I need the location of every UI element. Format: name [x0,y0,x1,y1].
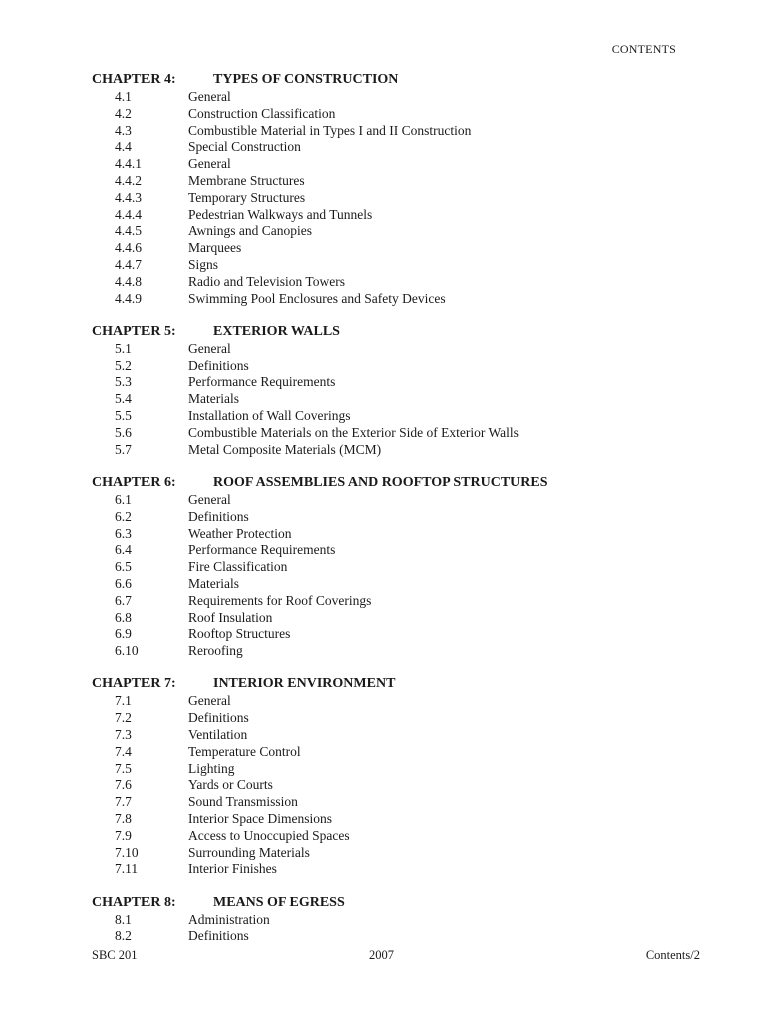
section-number: 7.8 [115,810,132,826]
toc-entry [92,828,692,845]
section-title: Ventilation [188,727,248,742]
section-title: Reroofing [188,643,243,659]
section-title: Swimming Pool Enclosures and Safety Devices [188,290,446,306]
section-number: 6.8 [115,609,132,625]
section-number: 7.10 [115,844,139,860]
toc-entry [92,811,692,828]
section-title: Metal Composite Materials (MCM) [188,441,382,457]
toc-entry [92,626,692,643]
section-title: General [188,491,231,507]
section-title: Interior Finishes [188,861,277,877]
section-title: Radio and Television Towers [188,273,345,289]
chapter-section [92,894,692,946]
section-number: 4.1 [115,89,132,104]
toc-entry [92,274,692,291]
chapter-heading [92,675,692,693]
section-number: 8.1 [115,911,132,927]
toc-entry [92,761,692,778]
section-title: Performance Requirements [188,542,336,558]
section-title: Materials [188,575,239,591]
chapter-title: TYPES OF CONSTRUCTION [213,72,399,87]
section-title: Awnings and Canopies [188,223,312,239]
chapter-title: ROOF ASSEMBLIES AND ROOFTOP STRUCTURES [213,474,548,490]
chapter-section [92,323,692,459]
toc-entry [92,610,692,627]
chapter-label: CHAPTER 5: [92,323,176,339]
section-title: General [188,693,231,709]
toc-entry [92,257,692,274]
toc-entry [92,106,692,123]
chapter-title: EXTERIOR WALLS [213,323,340,339]
section-title: Combustible Materials on the Exterior Side of Exterior Walls [188,424,519,440]
section-title: Fire Classification [188,559,288,575]
section-number: 6.6 [115,575,132,591]
chapter-label: CHAPTER 7: [92,676,176,692]
section-title: Roof Insulation [188,609,273,625]
toc-entry [92,123,692,140]
section-title: Access to Unoccupied Spaces [188,827,350,843]
toc-entry [92,156,692,173]
section-title: Surrounding Materials [188,844,310,860]
chapter-section [92,675,692,878]
toc-entry [92,912,692,929]
section-number: 4.3 [115,122,132,138]
section-title: Installation of Wall Coverings [188,408,351,424]
section-title: Signs [188,256,219,272]
toc-entry [92,240,692,257]
toc-entry [92,559,692,576]
section-number: 7.11 [115,861,139,877]
toc-entry [92,358,692,375]
toc-entry [92,542,692,559]
toc-entry [92,425,692,442]
toc-entry [92,173,692,190]
chapter-title: INTERIOR ENVIRONMENT [213,676,396,692]
toc-entry [92,223,692,240]
chapter-heading [92,894,692,912]
toc-entry [92,207,692,224]
section-number: 5.3 [115,374,132,390]
section-number: 5.7 [115,441,132,457]
section-number: 6.2 [115,508,132,524]
section-number: 4.4.7 [115,256,142,272]
section-number: 7.7 [115,794,132,810]
section-title: Materials [188,391,239,407]
section-title: Construction Classification [188,105,336,121]
section-number: 4.4 [115,139,132,155]
section-title: Temporary Structures [188,189,306,205]
running-header: CONTENTS [611,42,676,56]
toc-entry [92,374,692,391]
section-number: 7.6 [115,777,132,793]
section-number: 4.2 [115,105,132,121]
section-number: 4.4.3 [115,189,142,205]
section-number: 7.9 [115,827,132,843]
section-number: 6.3 [115,525,132,541]
chapter-heading [92,474,692,492]
section-number: 7.3 [115,727,132,742]
chapter-heading [92,323,692,341]
toc-entry [92,492,692,509]
toc-entry [92,794,692,811]
section-number: 5.1 [115,340,132,356]
section-number: 7.5 [115,760,132,776]
section-title: Yards or Courts [188,777,273,793]
section-number: 4.4.8 [115,273,142,289]
section-title: Requirements for Roof Coverings [188,592,372,608]
toc-entry [92,139,692,156]
section-title: General [188,156,231,172]
footer-page-number: Contents/2 [645,948,700,962]
footer-year: 2007 [369,948,394,962]
section-number: 4.4.6 [115,240,142,256]
chapter-heading [92,71,692,89]
section-title: Performance Requirements [188,374,336,390]
section-title: Administration [188,911,270,927]
chapter-label: CHAPTER 8: [92,894,176,910]
section-title: General [188,340,231,356]
toc-entry [92,693,692,710]
chapter-section [92,71,692,307]
section-number: 6.10 [115,643,139,659]
section-number: 5.4 [115,391,132,407]
section-title: Interior Space Dimensions [188,810,332,826]
toc-entry [92,593,692,610]
section-title: Lighting [188,760,235,776]
section-number: 6.9 [115,626,132,642]
section-title: Marquees [188,240,242,256]
section-title: Definitions [188,928,249,944]
toc-entry [92,727,692,744]
section-number: 7.2 [115,710,132,726]
section-title: Temperature Control [188,743,301,759]
section-title: Combustible Material in Types I and II Construction [188,122,472,138]
section-number: 5.6 [115,424,132,440]
section-number: 8.2 [115,928,132,944]
section-number: 4.4.5 [115,223,142,239]
toc-entry [92,391,692,408]
chapter-label: CHAPTER 6: [92,474,176,490]
section-title: General [188,89,231,104]
footer-document-code: SBC 201 [92,948,138,962]
toc-entry [92,928,692,945]
toc-entry [92,190,692,207]
toc-entry [92,861,692,878]
section-title: Definitions [188,710,249,726]
section-number: 6.5 [115,559,132,575]
toc-entry [92,89,692,106]
chapter-label: CHAPTER 4: [92,72,176,87]
toc-entry [92,509,692,526]
chapter-section [92,474,692,660]
section-number: 7.1 [115,693,132,709]
toc-entry [92,777,692,794]
section-title: Rooftop Structures [188,626,291,642]
section-number: 7.4 [115,743,132,759]
section-number: 4.4.9 [115,290,142,306]
toc-entry [92,576,692,593]
toc-entry [92,291,692,308]
toc-entry [92,845,692,862]
toc-entry [92,442,692,459]
section-number: 5.2 [115,357,132,373]
toc-entry [92,710,692,727]
chapter-title: MEANS OF EGRESS [213,894,345,910]
section-number: 6.7 [115,592,132,608]
section-title: Membrane Structures [188,172,305,188]
section-title: Pedestrian Walkways and Tunnels [188,206,373,222]
toc-entry [92,744,692,761]
table-of-contents [92,71,692,961]
section-number: 4.4.4 [115,206,142,222]
section-number: 6.4 [115,542,132,558]
section-number: 4.4.1 [115,156,142,172]
section-title: Special Construction [188,139,301,155]
section-title: Weather Protection [188,525,292,541]
section-number: 4.4.2 [115,172,142,188]
section-title: Definitions [188,508,249,524]
section-number: 6.1 [115,491,132,507]
section-title: Definitions [188,357,249,373]
section-number: 5.5 [115,408,132,424]
toc-entry [92,408,692,425]
toc-entry [92,643,692,660]
section-title: Sound Transmission [188,794,298,810]
toc-entry [92,526,692,543]
toc-entry [92,341,692,358]
